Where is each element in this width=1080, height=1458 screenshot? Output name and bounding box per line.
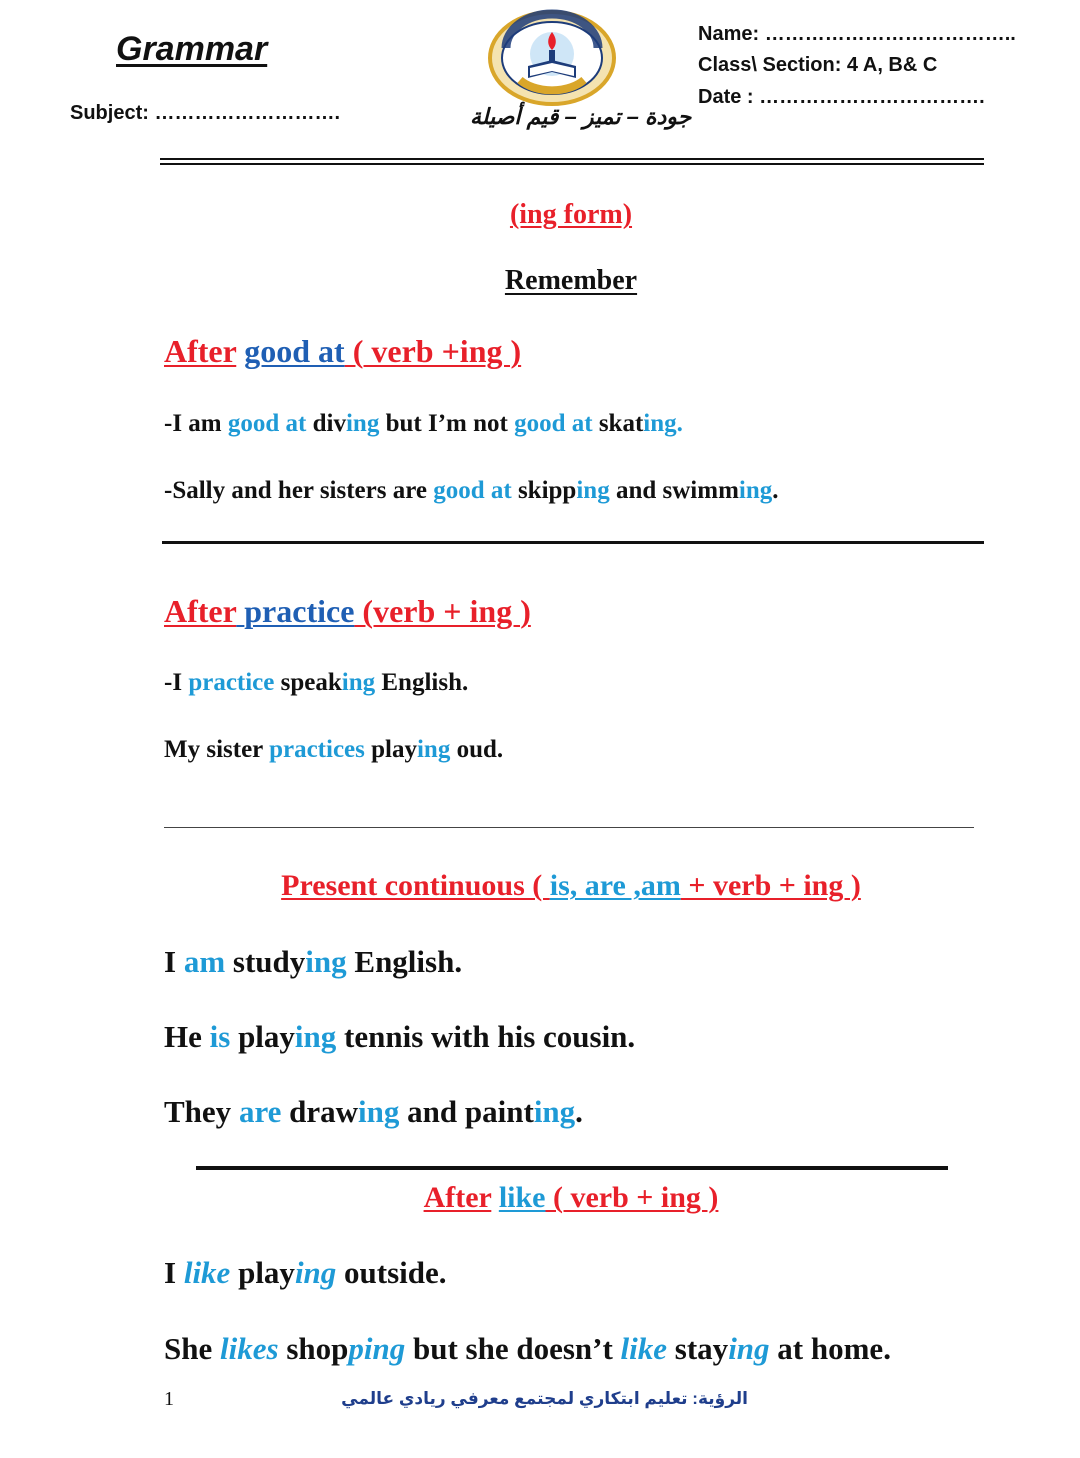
section-heading-present-continuous: [0, 869, 1080, 903]
heading-title: Present continuous (: [281, 869, 550, 902]
section-heading-like: [0, 1181, 1080, 1215]
text: -Sally and her sisters are: [164, 477, 434, 504]
class-section-field: Class\ Section: 4 A, B& C: [698, 54, 938, 76]
keyword: is: [209, 1019, 231, 1054]
section-divider: [164, 827, 974, 828]
text: skat: [592, 410, 644, 437]
heading-rule: + verb + ing ): [680, 869, 861, 902]
text: I: [164, 1255, 184, 1290]
name-field: Name: ………………………………..: [698, 23, 1016, 45]
text: at home.: [769, 1331, 891, 1366]
keyword: good at: [514, 410, 593, 437]
text: stay: [667, 1331, 729, 1366]
text: oud.: [450, 736, 504, 763]
keyword: like: [620, 1331, 668, 1366]
section-divider: [162, 541, 984, 544]
text: speak: [274, 669, 342, 696]
text: shop: [278, 1331, 349, 1366]
keyword: practices: [269, 736, 365, 763]
example-sentence: [164, 477, 779, 505]
text: play: [230, 1019, 295, 1054]
text: but she doesn’t: [405, 1331, 621, 1366]
ing-suffix: ing: [305, 944, 347, 979]
example-sentence: [164, 1331, 891, 1367]
ing-suffix: ing: [345, 410, 380, 437]
keyword: practice: [188, 669, 275, 696]
text: play: [364, 736, 417, 763]
motto: جودة – تميز – قيم أصيلة: [470, 104, 692, 129]
text: draw: [281, 1094, 359, 1129]
text: .: [575, 1094, 583, 1129]
ing-suffix: ing: [294, 1019, 337, 1054]
text: but I’m not: [379, 410, 515, 437]
ing-suffix: ing: [358, 1094, 400, 1129]
ing-suffix: ing: [416, 736, 451, 763]
text: .: [772, 477, 779, 504]
header-divider-bottom: [160, 163, 984, 165]
text: div: [306, 410, 346, 437]
ing-suffix: ing: [533, 1094, 576, 1129]
text: They: [164, 1094, 239, 1129]
example-sentence: [164, 736, 503, 764]
text: English.: [375, 669, 469, 696]
keyword: are: [238, 1094, 282, 1129]
text: -I am: [164, 410, 228, 437]
example-sentence: [164, 944, 462, 980]
page-title: Grammar: [116, 30, 268, 68]
heading-keyword: good at: [244, 333, 345, 369]
vision-statement: الرؤية: تعليم ابتكاري لمجتمع معرفي ريادي عالمي: [341, 1389, 748, 1408]
section-divider: [196, 1166, 948, 1170]
heading-after: After: [164, 593, 237, 629]
heading-after: After: [164, 333, 237, 369]
example-sentence: [164, 1094, 583, 1130]
heading-rule: ( verb + ing ): [545, 1181, 719, 1214]
ing-suffix: ing: [341, 669, 376, 696]
ing-suffix: ping: [348, 1331, 406, 1366]
text: English.: [346, 944, 463, 979]
keyword: like: [183, 1255, 231, 1290]
school-logo: [486, 8, 618, 108]
text: I: [164, 944, 184, 979]
keyword: good at: [227, 410, 307, 437]
header-divider-top: [160, 158, 984, 160]
example-sentence: [164, 1019, 635, 1055]
keyword: likes: [220, 1331, 279, 1366]
text: study: [225, 944, 306, 979]
section-heading-practice: [164, 593, 531, 630]
date-field: Date : …………………………….: [698, 86, 985, 108]
heading-keyword: like: [498, 1181, 546, 1214]
school-logo-emblem: [486, 8, 618, 108]
ing-suffix: ing: [576, 477, 610, 504]
heading-rule: ( verb +ing ): [344, 333, 522, 369]
text: tennis with his cousin.: [336, 1019, 636, 1054]
text: He: [164, 1019, 210, 1054]
ing-suffix: ing: [738, 477, 773, 504]
page-number: 1: [164, 1388, 174, 1410]
heading-keyword: practice: [244, 593, 355, 629]
example-sentence: [164, 669, 468, 697]
text: skipp: [511, 477, 577, 504]
text: My sister: [164, 736, 270, 763]
text: and swimm: [609, 477, 739, 504]
example-sentence: [164, 410, 683, 438]
example-sentence: [164, 1255, 447, 1291]
text: -I: [164, 669, 189, 696]
section-heading-good-at: [164, 333, 521, 370]
ing-suffix: ing: [728, 1331, 770, 1366]
topic-heading: (ing form): [509, 199, 633, 230]
subject-field: Subject: ……………………….: [70, 102, 341, 124]
heading-after: After: [423, 1181, 492, 1214]
remember-heading: Remember: [504, 265, 638, 296]
keyword: am: [183, 944, 226, 979]
text: play: [230, 1255, 295, 1290]
text: and paint: [399, 1094, 534, 1129]
heading-rule: (verb + ing ): [354, 593, 531, 629]
ing-suffix: ing: [294, 1255, 337, 1290]
ing-suffix: ing.: [643, 410, 683, 437]
heading-keyword: is, are ,am: [549, 869, 681, 902]
text: She: [164, 1331, 220, 1366]
text: outside.: [336, 1255, 447, 1290]
keyword: good at: [433, 477, 512, 504]
